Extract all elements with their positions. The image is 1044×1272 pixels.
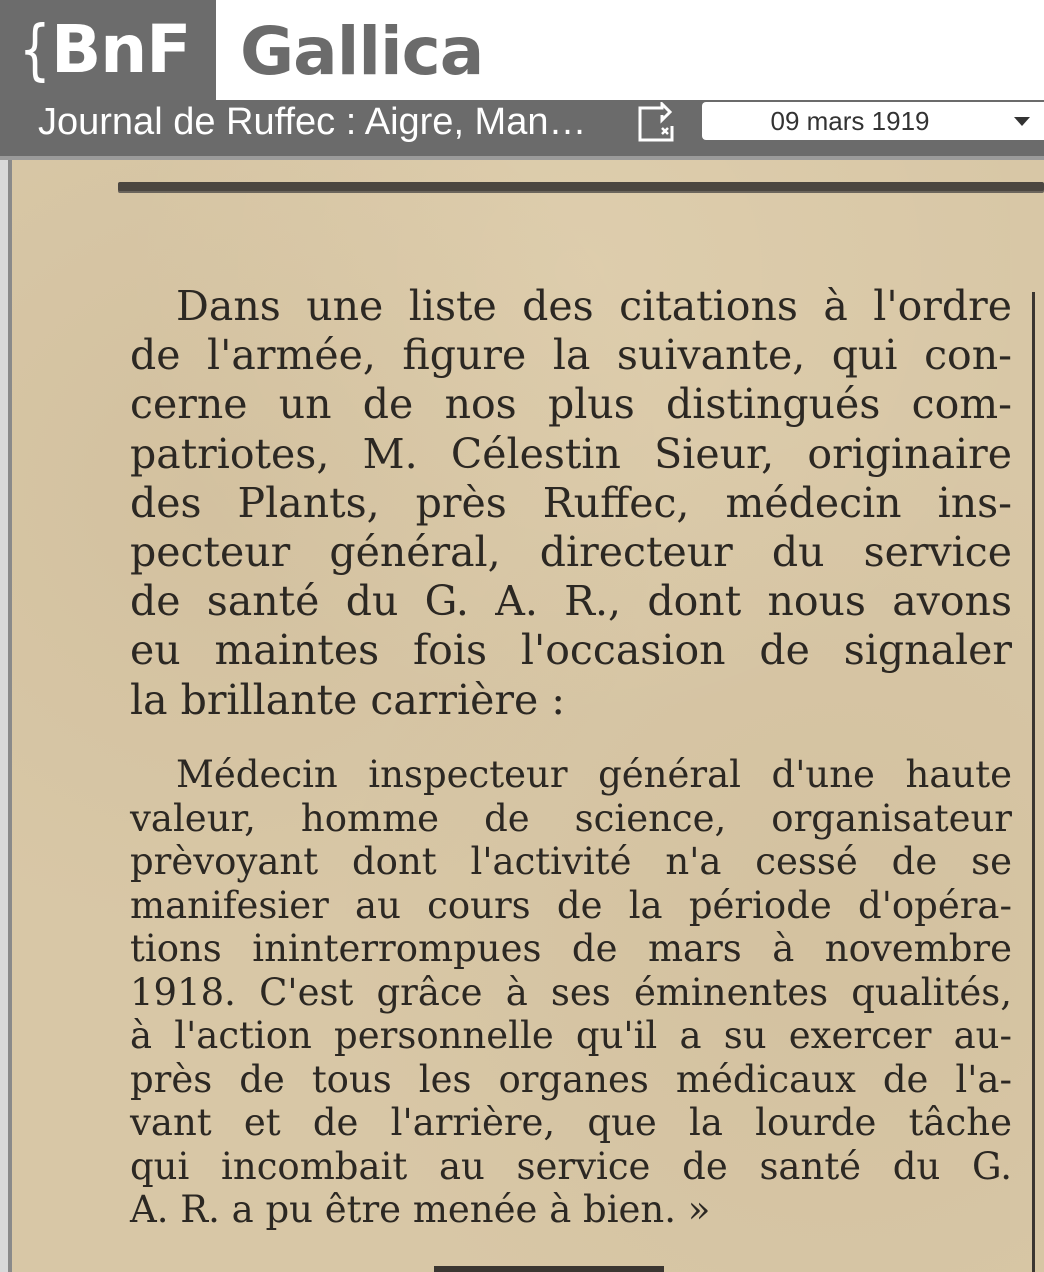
- bnf-logo-text: BnF: [51, 11, 191, 88]
- document-title: Journal de Ruffec : Aigre, Man…: [38, 101, 587, 143]
- top-rule: [118, 182, 1044, 191]
- text-line: 1918. C'est grâce à ses éminentes qualités,: [130, 970, 1012, 1014]
- text-line: cerne un de nos plus distingués com-: [130, 380, 1012, 429]
- text-line: Médecin inspecteur général d'une haute: [176, 753, 1012, 796]
- bottom-rule: [434, 1266, 664, 1272]
- text-line: patriotes, M. Célestin Sieur, originaire: [130, 429, 1012, 478]
- caret-down-icon: [1014, 117, 1030, 126]
- document-share-icon[interactable]: [632, 102, 682, 144]
- bnf-logo[interactable]: [0, 0, 216, 100]
- text-line: la brillante carrière :: [130, 675, 566, 724]
- gallica-logo[interactable]: Gallica: [240, 13, 484, 90]
- issue-date-select[interactable]: [702, 102, 1044, 140]
- text-line: tions ininterrompues de mars à novembre: [130, 927, 1012, 970]
- text-line: A. R. a pu être menée à bien. »: [130, 1188, 711, 1231]
- text-line: à l'action personnelle qu'il a su exercer au-: [130, 1014, 1012, 1057]
- document-viewer[interactable]: [0, 160, 1044, 1272]
- text-line: vant et de l'arrière, que la lourde tâche: [130, 1101, 1012, 1144]
- issue-date-value: 09 mars 1919: [770, 106, 930, 136]
- article-paragraph-1: [130, 282, 1012, 725]
- document-title-bar: [0, 100, 1044, 160]
- top-header: [0, 0, 1044, 100]
- text-line: qui incombait au service de santé du G.: [130, 1144, 1012, 1188]
- text-line: près de tous les organes médicaux de l'a-: [130, 1057, 1012, 1101]
- text-line: pecteur général, directeur du service: [130, 528, 1012, 577]
- text-line: manifesier au cours de la période d'opéra-: [130, 883, 1012, 927]
- text-line: prèvoyant dont l'activité n'a cessé de se: [130, 840, 1012, 883]
- article-paragraph-2: [130, 753, 1012, 1232]
- text-line: eu maintes fois l'occasion de signaler: [130, 626, 1012, 675]
- text-line: valeur, homme de science, organisateur: [130, 796, 1012, 840]
- scanned-page: [12, 160, 1044, 1272]
- text-line: Dans une liste des citations à l'ordre: [176, 282, 1012, 330]
- column-divider: [1032, 292, 1035, 1272]
- text-line: de l'armée, figure la suivante, qui con-: [130, 331, 1012, 380]
- text-line: de santé du G. A. R., dont nous avons: [130, 577, 1012, 626]
- bnf-logo-brace: {: [19, 11, 50, 88]
- text-line: des Plants, près Ruffec, médecin ins-: [130, 478, 1012, 527]
